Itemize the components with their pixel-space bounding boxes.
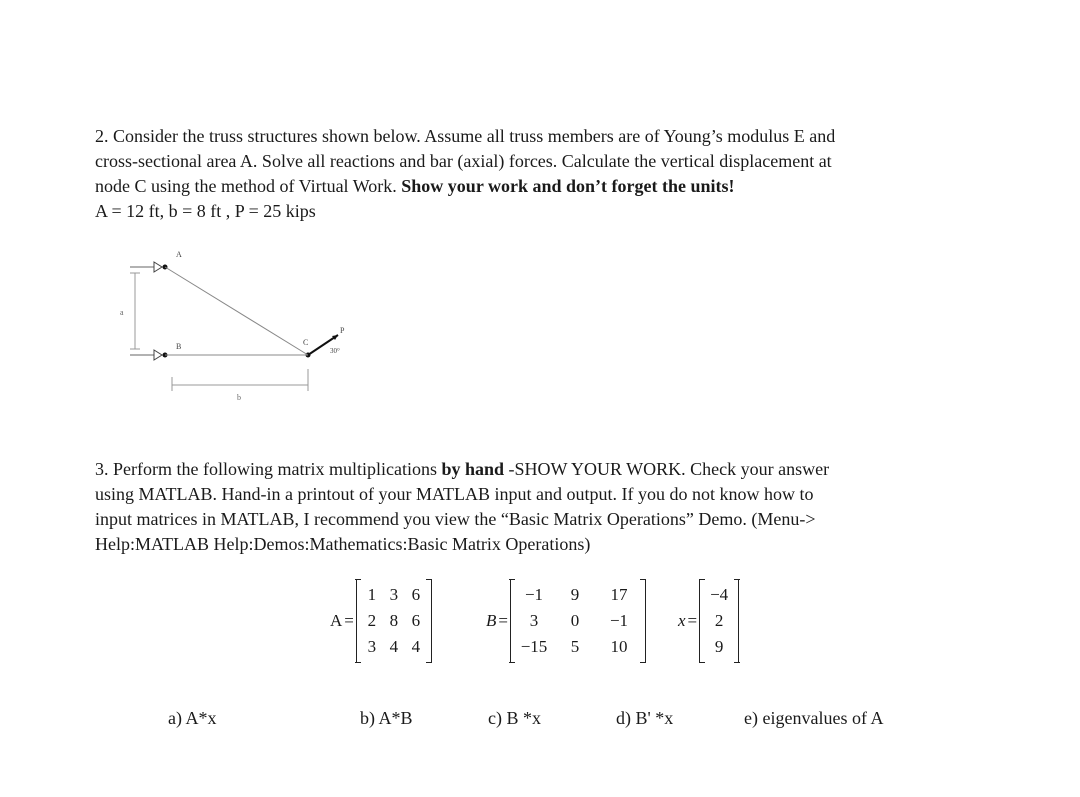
matrix-b-equals: = (498, 611, 508, 630)
problem-3-line-1 (95, 457, 995, 482)
matrix-a-cell: 4 (389, 637, 399, 656)
matrix-a-cell: 8 (389, 611, 399, 630)
problem-2-given-values: A = 12 ft, b = 8 ft , P = 25 kips (95, 201, 316, 221)
label-angle: 30° (330, 347, 340, 355)
matrix-b-grid (510, 580, 646, 662)
matrix-a-cell: 3 (389, 585, 399, 604)
matrix-a-cell: 6 (411, 585, 421, 604)
problem-3-by-hand: by hand (441, 459, 504, 479)
vector-x-grid (699, 580, 739, 662)
matrix-b-cell: 3 (529, 611, 539, 630)
matrix-a-cell: 2 (367, 611, 377, 630)
matrix-a-cell: 6 (411, 611, 421, 630)
vector-x (678, 578, 739, 664)
task-e: e) eigenvalues of A (744, 708, 884, 728)
matrix-a (330, 578, 432, 664)
task-d: d) B' *x (616, 708, 674, 728)
matrix-b-cell: 9 (570, 585, 580, 604)
truss-diagram (110, 245, 370, 405)
label-b: b (237, 393, 241, 402)
pin-support-b (154, 350, 162, 360)
vector-x-equals: = (687, 611, 698, 630)
label-A: A (176, 250, 182, 259)
problem-2-line-3 (95, 174, 995, 199)
label-a: a (120, 308, 124, 317)
matrix-b-cell: 0 (570, 611, 580, 630)
matrix-a-name: A (330, 611, 343, 630)
member-ac (165, 267, 308, 355)
task-a: a) A*x (168, 708, 217, 728)
problem-2-units-warning: Show your work and don’t forget the units! (401, 176, 735, 196)
vector-x-cell: 9 (714, 637, 724, 656)
label-C: C (303, 338, 309, 347)
vector-x-cell: 2 (714, 611, 724, 630)
matrix-b-cell: −1 (609, 611, 629, 630)
task-c: c) B *x (488, 708, 541, 728)
matrix-b (486, 578, 646, 664)
problem-3-line-2: using MATLAB. Hand-in a printout of your MATLAB input and output. If you do not know how to (95, 484, 814, 504)
matrix-b-cell: −1 (524, 585, 544, 604)
matrix-a-equals: = (344, 611, 354, 630)
matrix-a-cell: 3 (367, 637, 377, 656)
problem-3-line-3: input matrices in MATLAB, I recommend you view the “Basic Matrix Operations” Demo. (Menu-> (95, 509, 816, 529)
matrix-b-cell: −15 (520, 637, 548, 656)
problem-3-text (95, 457, 995, 557)
label-P: P (340, 326, 345, 335)
vector-x-name: x (678, 611, 686, 630)
matrix-b-name: B (486, 611, 497, 630)
vector-x-cell: −4 (710, 585, 729, 604)
problem-2-line-2: cross-sectional area A. Solve all reactions and bar (axial) forces. Calculate the vertical displacement at (95, 151, 832, 171)
matrix-definitions (0, 578, 1080, 664)
task-b: b) A*B (360, 708, 413, 728)
label-B: B (176, 342, 182, 351)
matrix-a-grid (356, 580, 432, 662)
matrix-a-cell: 1 (367, 585, 377, 604)
pin-support-a (154, 262, 162, 272)
problem-2-text (95, 124, 995, 224)
matrix-a-cell: 4 (411, 637, 421, 656)
matrix-b-cell: 5 (570, 637, 580, 656)
matrix-b-cell: 17 (610, 585, 628, 604)
matrix-b-cell: 10 (610, 637, 628, 656)
problem-2-line-3-plain: node C using the method of Virtual Work. (95, 176, 397, 196)
problem-3-line-1-plain: 3. Perform the following matrix multiplications (95, 459, 437, 479)
problem-2-line-1: 2. Consider the truss structures shown below. Assume all truss members are of Young’s modulus E and (95, 126, 836, 146)
problem-3-line-1-rest: -SHOW YOUR WORK. Check your answer (504, 459, 830, 479)
problem-3-line-4: Help:MATLAB Help:Demos:Mathematics:Basic Matrix Operations) (95, 534, 591, 554)
